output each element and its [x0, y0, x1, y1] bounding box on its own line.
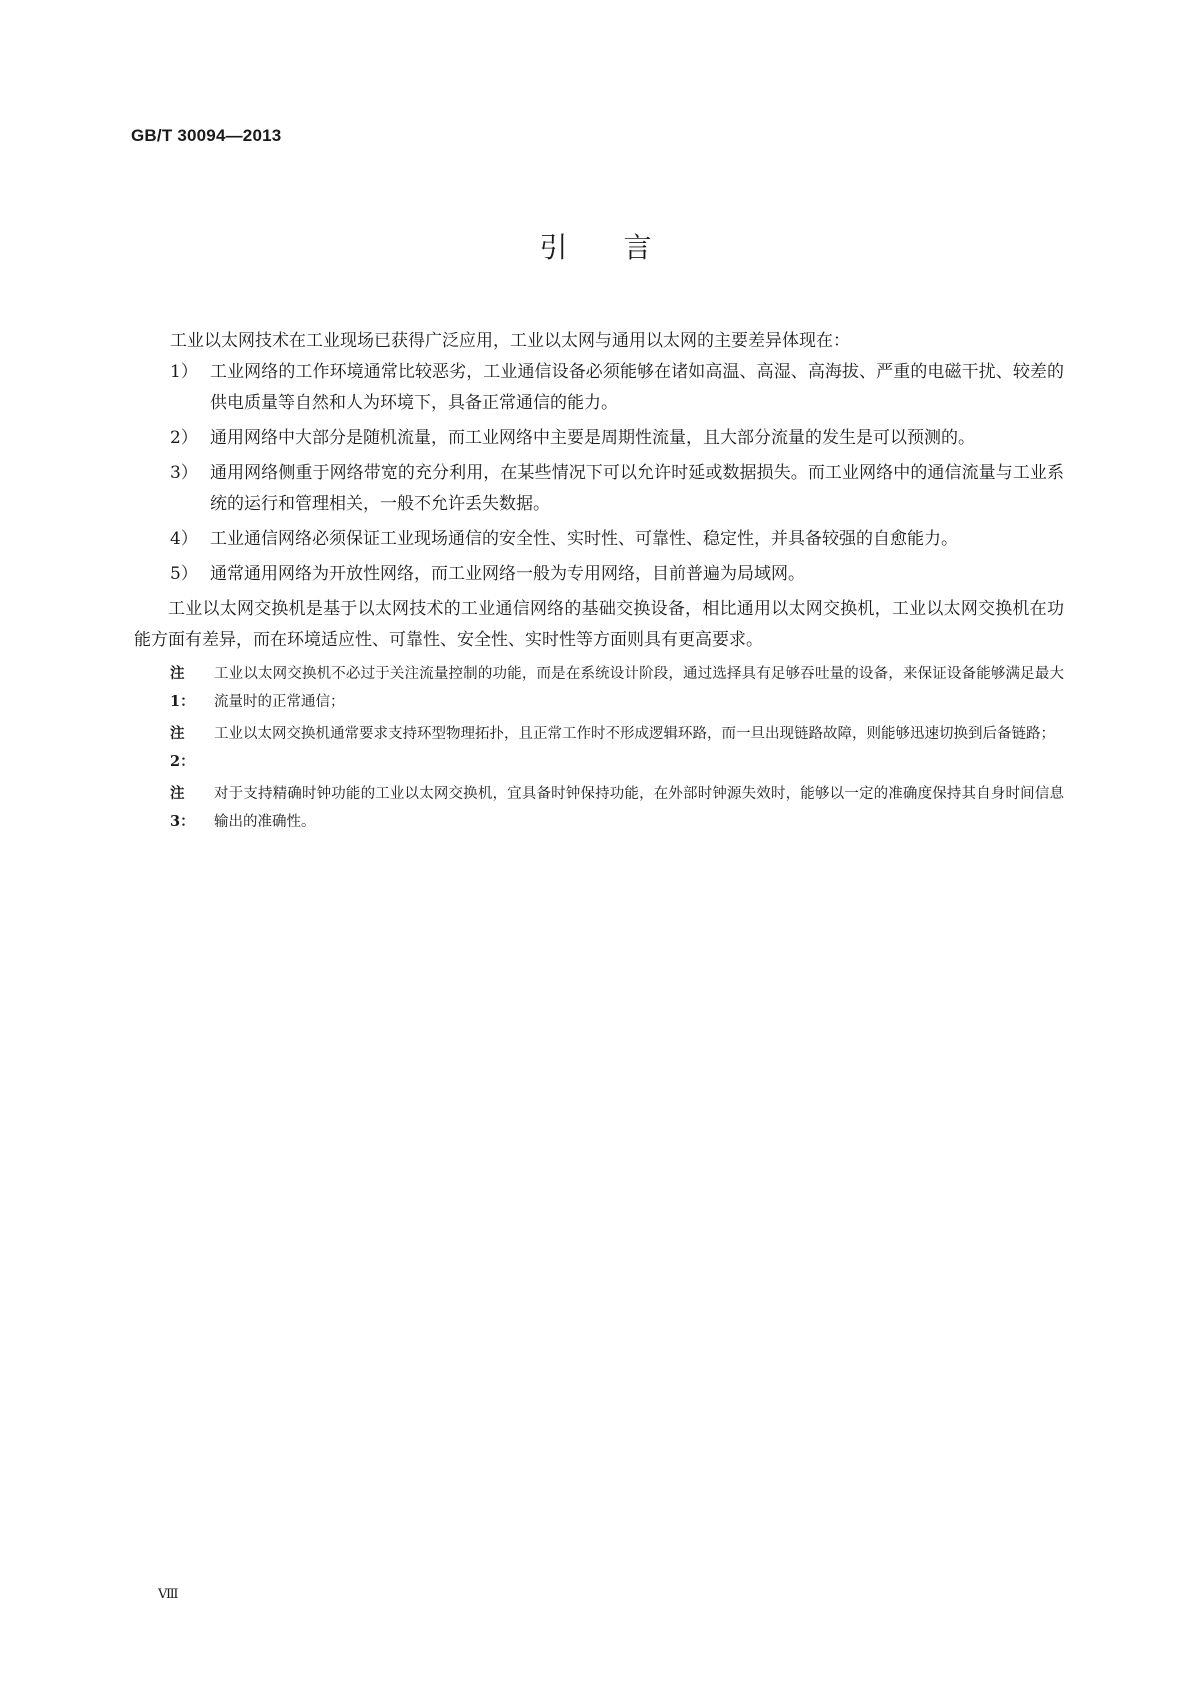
list-item-number: 2） [170, 428, 198, 448]
note-text: 工业以太网交换机通常要求支持环型物理拓扑，且正常工作时不形成逻辑环路，而一旦出现链路故障，则能够迅速切换到后备链路； [214, 726, 1055, 742]
main-content [134, 326, 1064, 840]
note-label: 注 1： [170, 665, 195, 710]
note-label: 注 3： [170, 785, 195, 830]
note-item [170, 660, 1064, 716]
note-item [170, 720, 1064, 776]
list-item-text: 通用网络侧重于网络带宽的充分利用，在某些情况下可以允许时延或数据损失。而工业网络中的通信流量与工业系统的运行和管理相关，一般不允许丢失数据。 [210, 463, 1064, 514]
note-label: 注 2： [170, 725, 195, 770]
list-item [170, 423, 1064, 454]
list-item-number: 4） [170, 529, 198, 549]
list-item [170, 357, 1064, 419]
list-item-text: 工业网络的工作环境通常比较恶劣，工业通信设备必须能够在诸如高温、高湿、高海拔、严重的电磁干扰、较差的供电质量等自然和人为环境下，具备正常通信的能力。 [210, 362, 1064, 413]
list-item-number: 3） [170, 463, 198, 483]
intro-paragraph: 工业以太网技术在工业现场已获得广泛应用，工业以太网与通用以太网的主要差异体现在： [170, 331, 850, 351]
list-item [170, 559, 1064, 590]
list-item-number: 5） [170, 564, 198, 584]
note-item [170, 780, 1064, 836]
page-title: 引言 [539, 231, 708, 264]
list-item [170, 458, 1064, 520]
list-item [170, 524, 1064, 555]
list-item-text: 工业通信网络必须保证工业现场通信的安全性、实时性、可靠性、稳定性，并具备较强的自愈能力。 [210, 529, 958, 549]
body-paragraph: 工业以太网交换机是基于以太网技术的工业通信网络的基础交换设备，相比通用以太网交换机，工业以太网交换机在功能方面有差异，而在环境适应性、可靠性、安全性、实时性等方面则具有更高要求。 [134, 599, 1064, 650]
note-text: 对于支持精确时钟功能的工业以太网交换机，宜具备时钟保持功能，在外部时钟源失效时，能够以一定的准确度保持其自身时间信息输出的准确性。 [214, 786, 1064, 830]
list-item-number: 1） [170, 362, 198, 382]
notes-section [170, 660, 1064, 836]
list-item-text: 通用网络中大部分是随机流量，而工业网络中主要是周期性流量，且大部分流量的发生是可以预测的。 [210, 428, 975, 448]
standard-code: GB/T 30094—2013 [131, 126, 282, 145]
note-text: 工业以太网交换机不必过于关注流量控制的功能，而是在系统设计阶段，通过选择具有足够吞吐量的设备，来保证设备能够满足最大流量时的正常通信； [214, 666, 1064, 710]
page-number: Ⅷ [158, 1587, 178, 1602]
list-item-text: 通常通用网络为开放性网络，而工业网络一般为专用网络，目前普遍为局域网。 [210, 564, 805, 584]
